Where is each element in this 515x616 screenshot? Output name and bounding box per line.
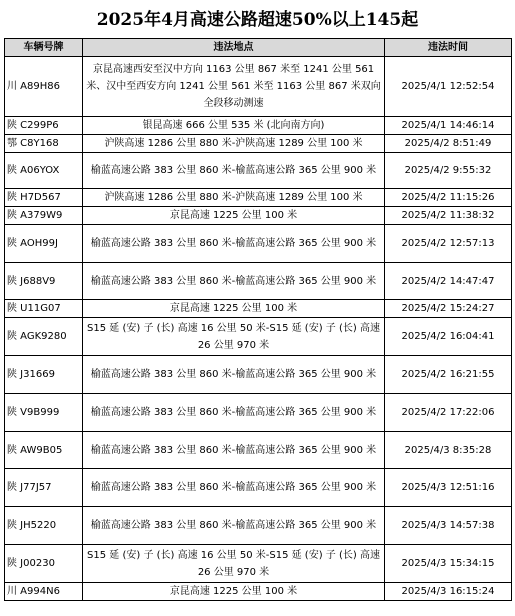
cell-time: 2025/4/3 12:51:16	[385, 469, 512, 507]
page-title: 2025年4月高速公路超速50%以上145起	[96, 10, 419, 30]
cell-location: 榆蓝高速公路 383 公里 860 米-榆蓝高速公路 365 公里 900 米	[83, 432, 385, 469]
table-row	[5, 583, 512, 601]
cell-plate: 陕 A06YOX	[5, 153, 83, 189]
header-time: 违法时间	[385, 39, 512, 57]
cell-time: 2025/4/3 8:35:28	[385, 432, 512, 469]
cell-time: 2025/4/2 16:04:41	[385, 318, 512, 356]
cell-location: 榆蓝高速公路 383 公里 860 米-榆蓝高速公路 365 公里 900 米	[83, 263, 385, 300]
table-row	[5, 469, 512, 507]
cell-location: 榆蓝高速公路 383 公里 860 米-榆蓝高速公路 365 公里 900 米	[83, 394, 385, 432]
cell-plate: 陕 J31669	[5, 356, 83, 394]
cell-location: 沪陕高速 1286 公里 880 米-沪陕高速 1289 公里 100 米	[83, 189, 385, 207]
cell-plate: 鄂 C8Y168	[5, 135, 83, 153]
cell-location: 榆蓝高速公路 383 公里 860 米-榆蓝高速公路 365 公里 900 米	[83, 469, 385, 507]
header-location: 违法地点	[83, 39, 385, 57]
cell-time: 2025/4/2 14:47:47	[385, 263, 512, 300]
cell-location: 榆蓝高速公路 383 公里 860 米-榆蓝高速公路 365 公里 900 米	[83, 507, 385, 545]
table-row	[5, 318, 512, 356]
cell-time: 2025/4/2 8:51:49	[385, 135, 512, 153]
cell-plate: 陕 AW9B05	[5, 432, 83, 469]
cell-time: 2025/4/2 15:24:27	[385, 300, 512, 318]
cell-plate: 川 A89H86	[5, 57, 83, 117]
table-row	[5, 507, 512, 545]
document-page	[4, 2, 511, 601]
cell-time: 2025/4/1 14:46:14	[385, 117, 512, 135]
cell-time: 2025/4/2 17:22:06	[385, 394, 512, 432]
cell-location: 京昆高速西安至汉中方向 1163 公里 867 米至 1241 公里 561 米、汉中至西安方向 1241 公里 561 米至 1163 公里 867 米双向全段移动测速	[83, 57, 385, 117]
cell-plate: 陕 AGK9280	[5, 318, 83, 356]
table-row	[5, 356, 512, 394]
cell-plate: 陕 C299P6	[5, 117, 83, 135]
cell-time: 2025/4/3 15:34:15	[385, 545, 512, 583]
cell-time: 2025/4/2 11:38:32	[385, 207, 512, 225]
cell-time: 2025/4/1 12:52:54	[385, 57, 512, 117]
cell-location: 沪陕高速 1286 公里 880 米-沪陕高速 1289 公里 100 米	[83, 135, 385, 153]
cell-location: 榆蓝高速公路 383 公里 860 米-榆蓝高速公路 365 公里 900 米	[83, 356, 385, 394]
cell-location: 京昆高速 1225 公里 100 米	[83, 583, 385, 601]
table-row	[5, 189, 512, 207]
cell-time: 2025/4/2 12:57:13	[385, 225, 512, 263]
table-row	[5, 207, 512, 225]
cell-location: 榆蓝高速公路 383 公里 860 米-榆蓝高速公路 365 公里 900 米	[83, 225, 385, 263]
cell-location: 京昆高速 1225 公里 100 米	[83, 207, 385, 225]
cell-plate: 陕 JH5220	[5, 507, 83, 545]
cell-plate: 川 A994N6	[5, 583, 83, 601]
cell-time: 2025/4/2 11:15:26	[385, 189, 512, 207]
cell-plate: 陕 V9B999	[5, 394, 83, 432]
cell-plate: 陕 AOH99J	[5, 225, 83, 263]
table-row	[5, 300, 512, 318]
table-row	[5, 57, 512, 117]
cell-location: 榆蓝高速公路 383 公里 860 米-榆蓝高速公路 365 公里 900 米	[83, 153, 385, 189]
cell-time: 2025/4/2 16:21:55	[385, 356, 512, 394]
cell-plate: 陕 J77J57	[5, 469, 83, 507]
table-row	[5, 263, 512, 300]
table-header-row	[5, 39, 512, 57]
cell-plate: 陕 H7D567	[5, 189, 83, 207]
cell-plate: 陕 J688V9	[5, 263, 83, 300]
table-body	[5, 57, 512, 601]
cell-location: S15 延 (安) 子 (长) 高速 16 公里 50 米-S15 延 (安) 子 (长) 高速 26 公里 970 米	[83, 545, 385, 583]
cell-time: 2025/4/2 9:55:32	[385, 153, 512, 189]
table-row	[5, 545, 512, 583]
cell-plate: 陕 U11G07	[5, 300, 83, 318]
cell-location: 银昆高速 666 公里 535 米 (北向南方向)	[83, 117, 385, 135]
cell-plate: 陕 J00230	[5, 545, 83, 583]
header-plate: 车辆号牌	[5, 39, 83, 57]
table-row	[5, 135, 512, 153]
violations-table	[4, 38, 512, 601]
cell-time: 2025/4/3 14:57:38	[385, 507, 512, 545]
cell-location: 京昆高速 1225 公里 100 米	[83, 300, 385, 318]
cell-time: 2025/4/3 16:15:24	[385, 583, 512, 601]
table-row	[5, 117, 512, 135]
cell-plate: 陕 A379W9	[5, 207, 83, 225]
table-row	[5, 394, 512, 432]
cell-location: S15 延 (安) 子 (长) 高速 16 公里 50 米-S15 延 (安) 子 (长) 高速 26 公里 970 米	[83, 318, 385, 356]
table-row	[5, 432, 512, 469]
table-row	[5, 153, 512, 189]
table-row	[5, 225, 512, 263]
